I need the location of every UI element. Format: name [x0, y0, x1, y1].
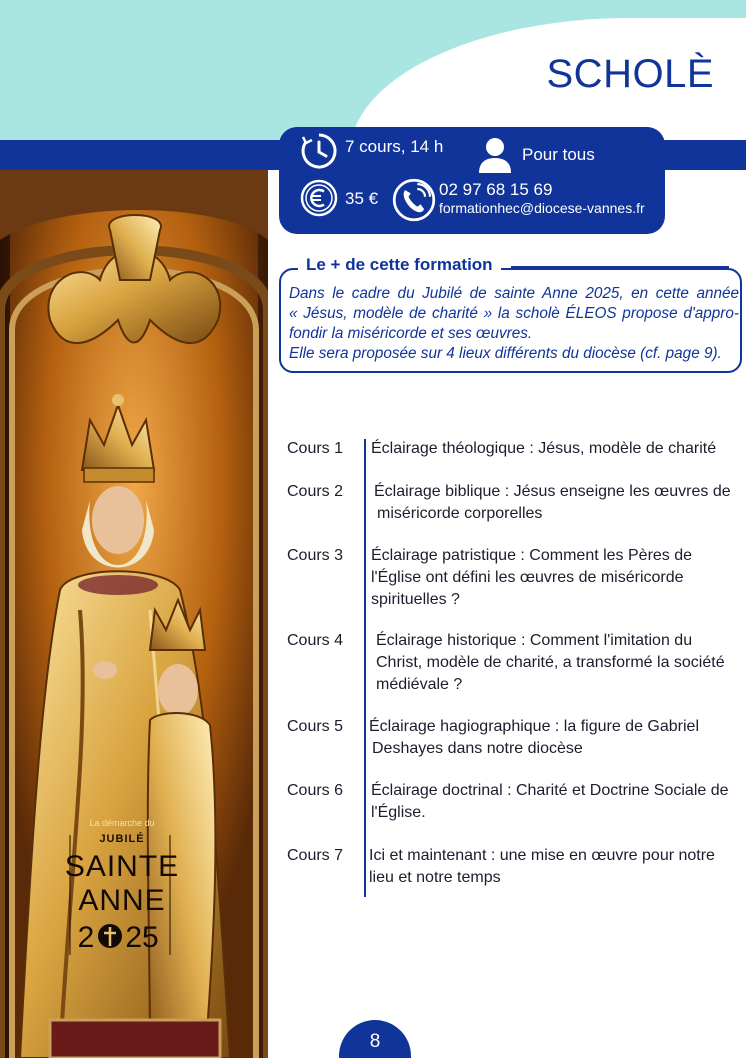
logo-year-b: 25 — [125, 921, 159, 954]
course-description: Éclairage historique : Comment l'imitation du Christ, modèle de charité, a transformé la société médiévale ? — [376, 632, 725, 693]
course-description: Éclairage hagiographique : la figure de Gabriel Deshayes dans notre diocèse — [369, 718, 699, 757]
logo-year-a: 2 — [77, 921, 95, 954]
info-card — [279, 127, 665, 234]
clock-icon — [299, 131, 339, 171]
course-description: Éclairage patristique : Comment les Pères de l'Église ont défini les œuvres de miséricorde spirituelles ? — [371, 547, 693, 608]
audience-text: Pour tous — [522, 145, 595, 164]
info-contact — [392, 178, 645, 222]
email-link[interactable]: formationhec@diocese-vannes.fr — [439, 200, 645, 216]
course-number: Cours 4 — [287, 632, 344, 649]
highlight-title: Le + de cette formation — [298, 255, 501, 275]
course-number: Cours 5 — [287, 718, 344, 735]
info-duration — [299, 131, 443, 171]
info-audience — [475, 135, 595, 175]
course-number: Cours 6 — [287, 782, 344, 799]
course-number: Cours 3 — [287, 547, 344, 564]
logo-small-text: La démarche du — [89, 818, 155, 828]
person-icon — [475, 135, 515, 175]
page-title: SCHOLÈ — [546, 52, 714, 96]
logo-label: JUBILÉ — [99, 833, 145, 845]
course-description: Éclairage doctrinal : Charité et Doctrine Sociale de l'Église. — [371, 782, 729, 821]
course-description: Ici et maintenant : une mise en œuvre pour notre lieu et notre temps — [369, 847, 715, 886]
course-number: Cours 1 — [287, 440, 344, 457]
info-price — [299, 178, 378, 218]
logo-name-1: SAINTE — [64, 850, 180, 883]
course-description: Éclairage théologique : Jésus, modèle de charité — [371, 440, 717, 457]
page-number: 8 — [369, 1031, 381, 1052]
highlight-text: Dans le cadre du Jubilé de sainte Anne 2025, en cette année « Jésus, modèle de charité » la scholè ÉLEOS propose d'appro- fondir la miséricorde et ses œuvres. Elle sera proposée sur 4 lieux différents du diocèse (cf. page 9). — [289, 285, 739, 362]
page-number-tab — [339, 1020, 411, 1058]
highlight-title-rule — [511, 266, 729, 268]
course-list-rule — [364, 439, 366, 897]
statue-photo — [0, 170, 268, 1058]
phone-text: 02 97 68 15 69 — [439, 180, 553, 199]
course-number: Cours 7 — [287, 847, 344, 864]
course-number: Cours 2 — [287, 483, 344, 500]
duration-text: 7 cours, 14 h — [345, 137, 444, 156]
course-description: Éclairage biblique : Jésus enseigne les œuvres de miséricorde corporelles — [374, 483, 731, 522]
price-text: 35 € — [345, 189, 379, 208]
euro-icon — [299, 178, 339, 218]
phone-icon — [392, 178, 436, 222]
logo-name-2: ANNE — [78, 884, 166, 917]
